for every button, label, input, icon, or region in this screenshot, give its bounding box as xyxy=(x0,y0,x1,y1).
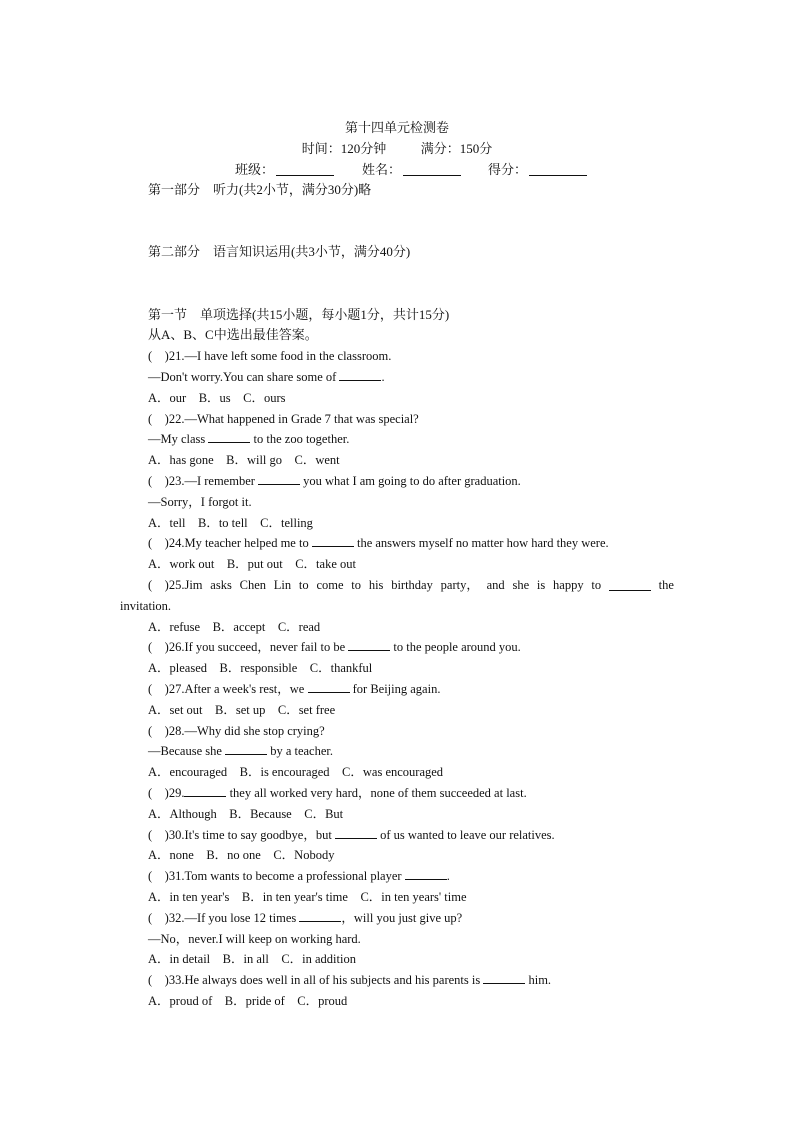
q27-options: A．set out B．set up C．set free xyxy=(148,703,336,717)
q25-word: happy xyxy=(553,578,584,592)
class-blank[interactable] xyxy=(276,163,334,176)
q33-text-end: him. xyxy=(525,973,552,987)
answer-blank[interactable] xyxy=(405,867,447,880)
q31-text: ( )31.Tom wants to become a professional player xyxy=(148,869,405,883)
q25-word: ( )25.Jim xyxy=(148,578,203,592)
q25-word: Lin xyxy=(273,578,292,592)
answer-blank[interactable] xyxy=(339,368,381,381)
q28-text-end: by a teacher. xyxy=(267,744,333,758)
q25-word: his xyxy=(368,578,384,592)
name-blank[interactable] xyxy=(403,163,461,176)
q21-text-end: . xyxy=(381,370,385,384)
q27-text-end: for Beijing again. xyxy=(349,682,441,696)
instruction-text: 从A、B、C中选出最佳答案。 xyxy=(148,327,318,342)
name-label: 姓名： xyxy=(362,162,402,177)
q32-text-end: ，will you just give up? xyxy=(341,911,463,925)
q30-text: ( )30.It's time to say goodbye，but xyxy=(148,828,335,842)
q32-text: ( )32.—If you lose 12 times xyxy=(148,911,300,925)
score-get-label: 得分： xyxy=(488,162,528,177)
q25-word: come xyxy=(316,578,344,592)
answer-blank[interactable] xyxy=(335,826,377,839)
q29-text-end: they all worked very hard，none of them succeeded at last. xyxy=(226,786,527,800)
q27-text: ( )27.After a week's rest，we xyxy=(148,682,308,696)
q25-line1 xyxy=(148,575,674,595)
q28-text: —Because she xyxy=(148,744,226,758)
q22-line1: ( )22.—What happened in Grade 7 that was special? xyxy=(148,412,419,426)
q33-text: ( )33.He always does well in all of his subjects and his parents is xyxy=(148,973,484,987)
q31-line1 xyxy=(148,866,450,886)
q22-options: A．has gone B．will go C．went xyxy=(148,453,340,467)
q31-text-end: . xyxy=(446,869,450,883)
q21-options: A．our B．us C．ours xyxy=(148,391,286,405)
q25-options: A．refuse B．accept C．read xyxy=(148,620,321,634)
part1-heading: 第一部分 听力(共2小节，满分30分)略 xyxy=(148,182,372,197)
q26-line1 xyxy=(148,637,521,657)
q23-text-end: you what I am going to do after graduation. xyxy=(300,474,521,488)
q21-text: —Don't worry.You can share some of xyxy=(148,370,340,384)
q30-line1 xyxy=(148,825,555,845)
q25-word: is xyxy=(536,578,546,592)
q25-word: Chen xyxy=(239,578,266,592)
score-blank[interactable] xyxy=(529,163,587,176)
answer-blank[interactable] xyxy=(225,742,267,755)
q24-text: ( )24.My teacher helped me to xyxy=(148,536,312,550)
q33-line1 xyxy=(148,970,551,990)
q25-word: she xyxy=(512,578,530,592)
answer-blank[interactable] xyxy=(483,971,525,984)
q30-options: A．none B．no one C．Nobody xyxy=(148,848,335,862)
q22-text: —My class xyxy=(148,432,209,446)
q25-word: the xyxy=(658,578,674,592)
q23-line1 xyxy=(148,471,521,491)
q21-line2 xyxy=(148,367,385,387)
q32-line2: —No，never.I will keep on working hard. xyxy=(148,932,361,946)
exam-title xyxy=(0,117,794,138)
answer-blank[interactable] xyxy=(348,638,390,651)
time-label: 时间：120分钟 xyxy=(301,141,387,156)
q25-word: and xyxy=(486,578,505,592)
q25-word: birthday xyxy=(391,578,433,592)
q24-options: A．work out B．put out C．take out xyxy=(148,557,356,571)
answer-blank[interactable] xyxy=(312,534,354,547)
q32-options: A．in detail B．in all C．in addition xyxy=(148,952,356,966)
answer-blank[interactable] xyxy=(208,430,250,443)
q25-word: asks xyxy=(210,578,232,592)
q28-line1: ( )28.—Why did she stop crying? xyxy=(148,724,325,738)
q25-line2: invitation. xyxy=(120,599,172,613)
full-score-label: 满分：150分 xyxy=(420,141,493,156)
q23-text: ( )23.—I remember xyxy=(148,474,259,488)
q28-options: A．encouraged B．is encouraged C．was encouraged xyxy=(148,765,444,779)
q26-text: ( )26.If you succeed，never fail to be xyxy=(148,640,349,654)
q22-text-end: to the zoo together. xyxy=(250,432,350,446)
q33-options: A．proud of B．pride of C．proud xyxy=(148,994,348,1008)
answer-blank[interactable] xyxy=(184,784,226,797)
answer-blank[interactable] xyxy=(299,909,341,922)
q29-text: ( )29. xyxy=(148,786,185,800)
q28-line2 xyxy=(148,741,333,761)
answer-blank[interactable] xyxy=(609,578,651,591)
q30-text-end: of us wanted to leave our relatives. xyxy=(376,828,555,842)
q29-line1 xyxy=(148,783,527,803)
q23-line2: —Sorry，I forgot it. xyxy=(148,495,252,509)
q21-line1: ( )21.—I have left some food in the classroom. xyxy=(148,349,392,363)
q24-text-end: the answers myself no matter how hard they were. xyxy=(353,536,609,550)
q22-line2 xyxy=(148,429,349,449)
q29-options: A．Although B．Because C．But xyxy=(148,807,344,821)
q26-options: A．pleased B．responsible C．thankful xyxy=(148,661,373,675)
q31-options: A．in ten year's B．in ten year's time C．in ten years' time xyxy=(148,890,467,904)
q25-word: to xyxy=(351,578,362,592)
section1-heading: 第一节 单项选择(共15小题，每小题1分，共计15分) xyxy=(148,307,450,322)
title-text: 第十四单元检测卷 xyxy=(344,120,449,135)
answer-blank[interactable] xyxy=(308,680,350,693)
q25-word: party， xyxy=(440,578,479,592)
class-label: 班级： xyxy=(235,162,275,177)
answer-blank[interactable] xyxy=(258,472,300,485)
time-score-line xyxy=(0,138,794,159)
q25-word: to xyxy=(298,578,309,592)
q27-line1 xyxy=(148,679,440,699)
part2-heading: 第二部分 语言知识运用(共3小节，满分40分) xyxy=(148,244,411,259)
q26-text-end: to the people around you. xyxy=(390,640,521,654)
q24-line1 xyxy=(148,533,609,553)
q25-word: to xyxy=(591,578,602,592)
q23-options: A．tell B．to tell C．telling xyxy=(148,516,313,530)
q32-line1 xyxy=(148,908,462,928)
